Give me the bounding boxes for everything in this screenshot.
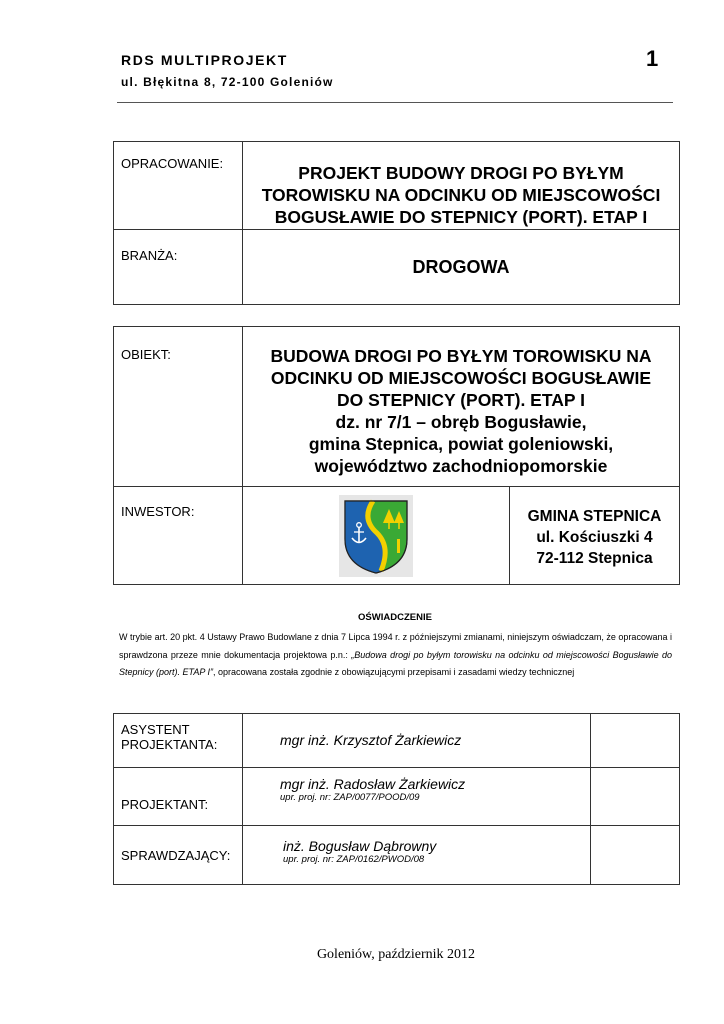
signature-sign-cell[interactable] [591, 714, 680, 768]
obiekt-label: OBIEKT: [114, 327, 243, 487]
opracowanie-line: PROJEKT BUDOWY DROGI PO BYŁYM [298, 163, 624, 183]
signature-role [114, 714, 243, 768]
branza-label: BRANŻA: [114, 230, 243, 305]
declaration-text [119, 629, 672, 682]
inwestor-label: INWESTOR: [114, 487, 243, 585]
signature-sign-cell[interactable] [591, 768, 680, 826]
opracowanie-line: TOROWISKU NA ODCINKU OD MIEJSCOWOŚCI [261, 185, 661, 205]
branza-cell [243, 230, 680, 305]
signature-role-line: SPRAWDZAJĄCY: [121, 847, 231, 863]
inwestor-line: GMINA STEPNICA [527, 508, 662, 525]
signature-license: upr. proj. nr: ZAP/0162/PWOD/08 [283, 854, 425, 865]
coat-of-arms-cell [243, 487, 510, 585]
declaration-project-name: „Budowa drogi po byłym torowisku na odcinku od miejscowości Bogusławie do Stepnicy (port). ETAP I” [119, 649, 672, 677]
obiekt-line: DO STEPNICY (PORT). ETAP I [337, 390, 585, 410]
declaration-text-end: , opracowana została zgodnie z obowiązującymi przepisami i zasadami wiedzy technicznej [213, 667, 575, 677]
opracowanie-line: BOGUSŁAWIE DO STEPNICY (PORT). ETAP I [274, 207, 648, 227]
signature-role-line: PROJEKTANT: [121, 796, 209, 812]
signature-name: mgr inż. Radosław Żarkiewicz [280, 776, 466, 792]
signature-license: upr. proj. nr: ZAP/0077/POOD/09 [280, 792, 420, 803]
signature-role-line: ASYSTENT [121, 722, 190, 737]
signature-name: mgr inż. Krzysztof Żarkiewicz [280, 732, 462, 748]
opracowanie-value [243, 142, 680, 230]
signature-role [114, 768, 243, 826]
inwestor-value [510, 487, 680, 585]
page-number: 1 [646, 46, 659, 71]
obiekt-line: województwo zachodniopomorskie [314, 456, 608, 476]
obiekt-line: gmina Stepnica, powiat goleniowski, [308, 434, 614, 454]
signature-name-cell [243, 826, 591, 885]
signature-name-cell [243, 714, 591, 768]
obiekt-line: dz. nr 7/1 – obręb Bogusławie, [335, 412, 587, 432]
company-address: ul. Błękitna 8, 72-100 Goleniów [121, 75, 334, 89]
declaration-title: OŚWIADCZENIE [358, 612, 432, 623]
signature-box [113, 713, 680, 885]
place-date: Goleniów, październik 2012 [316, 947, 476, 962]
signature-sign-cell[interactable] [591, 826, 680, 885]
project-box [113, 141, 680, 305]
obiekt-line: ODCINKU OD MIEJSCOWOŚCI BOGUSŁAWIE [270, 368, 652, 388]
company-name: RDS MULTIPROJEKT [121, 52, 288, 68]
signature-name-cell [243, 768, 591, 826]
obiekt-value [243, 327, 680, 487]
inwestor-line: 72-112 Stepnica [536, 550, 653, 567]
signature-name: inż. Bogusław Dąbrowny [283, 838, 437, 854]
obiekt-line: BUDOWA DROGI PO BYŁYM TOROWISKU NA [270, 346, 652, 366]
opracowanie-label: OPRACOWANIE: [114, 142, 243, 230]
header-rule [117, 102, 673, 103]
object-box [113, 326, 680, 585]
inwestor-line: ul. Kościuszki 4 [536, 529, 653, 546]
signature-role-line: PROJEKTANTA: [121, 737, 218, 752]
signature-role [114, 826, 243, 885]
branza-value: DROGOWA [412, 257, 510, 277]
coat-of-arms-icon [339, 495, 413, 577]
declaration-text-start: W trybie art. 20 pkt. 4 Ustawy Prawo Budowlane z dnia 7 Lipca 1994 r. z późniejszymi zmianami, niniejszym oświadczam, że opracowana i sprawdzona przeze mnie dokumentacja projektowa p.n.: [119, 632, 672, 660]
